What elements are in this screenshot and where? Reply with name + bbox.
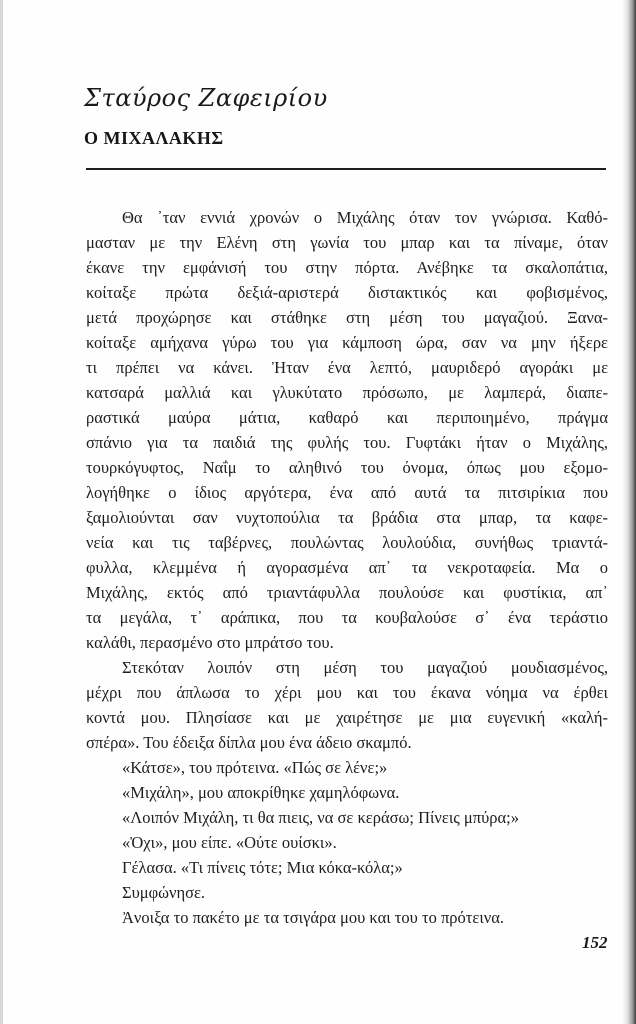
- body-line: σπέρα». Του έδειξα δίπλα μου ένα άδειο σκαμπό.: [86, 733, 412, 752]
- body-line: κατσαρά μαλλιά και γλυκύτατο πρόσωπο, με λαμπερά, διαπε-: [86, 383, 608, 402]
- body-line: κοίταξε αμήχανα γύρω του για κάμποση ώρα, σαν να μην ήξερε: [86, 333, 608, 352]
- body-line: τουρκόγυφτος, Ναΐμ το αληθινό του όνομα, όπως μου εξομο-: [86, 458, 608, 477]
- body-line: μετά προχώρησε και στάθηκε στη μέση του μαγαζιού. Ξανα-: [86, 308, 608, 327]
- body-line: μέχρι που άπλωσα το χέρι μου και του έκανα νόημα να έρθει: [86, 683, 608, 702]
- body-line: καλάθι, περασμένο στο μπράτσο του.: [86, 633, 334, 652]
- page-left-edge: [0, 0, 3, 1024]
- page-binding-edge: [622, 0, 636, 1024]
- body-line: τα μεγάλα, τ᾽ αράπικα, που τα κουβαλούσε σ᾽ ένα τεράστιο: [86, 608, 608, 627]
- page-number: 152: [582, 933, 608, 952]
- body-line: Συμφώνησε.: [122, 883, 206, 902]
- body-line: έκανε την εμφάνισή του στην πόρτα. Ανέβηκε τα σκαλοπάτια,: [86, 258, 608, 277]
- body-line: Στεκόταν λοιπόν στη μέση του μαγαζιού μουδιασμένος,: [122, 658, 608, 677]
- body-line: Μιχάλης, εκτός από τριαντάφυλλα πουλούσε και φυστίκια, απ᾽: [86, 583, 608, 602]
- body-line: ραστικά μαύρα μάτια, καθαρό και περιποιημένο, πράγμα: [86, 408, 608, 427]
- body-line: Θα ᾽ταν εννιά χρονών ο Μιχάλης όταν τον γνώρισα. Καθό-: [122, 208, 608, 227]
- dialogue-line: «Λοιπόν Μιχάλη, τι θα πιεις, να σε κεράσω; Πίνεις μπύρα;»: [122, 808, 519, 827]
- body-line: Γέλασα. «Τι πίνεις τότε; Μια κόκα-κόλα;»: [122, 858, 403, 877]
- body-line: κοίταξε πρώτα δεξιά-αριστερά διστακτικός και φοβισμένος,: [86, 283, 608, 302]
- dialogue-line: «Μιχάλη», μου αποκρίθηκε χαμηλόφωνα.: [122, 783, 400, 802]
- body-line: νεία και τις ταβέρνες, πουλώντας λουλούδια, συνήθως τριαντά-: [86, 533, 608, 552]
- author-name: Σταύρος Ζαφειρίου: [84, 84, 328, 112]
- story-title: Ο ΜΙΧΑΛΑΚΗΣ: [84, 128, 224, 148]
- dialogue-line: «Κάτσε», του πρότεινα. «Πώς σε λένε;»: [122, 758, 388, 777]
- body-line: μασταν με την Ελένη στη γωνία του μπαρ και τα πίναμε, όταν: [86, 233, 608, 252]
- body-line: τι πρέπει να κάνει. Ἠταν ένα λεπτό, μαυριδερό αγοράκι με: [86, 358, 608, 377]
- body-line: λογήθηκε ο ίδιος αργότερα, ένα από αυτά τα πιτσιρίκια που: [86, 483, 608, 502]
- title-rule: [86, 168, 606, 170]
- dialogue-line: «Ὀχι», μου είπε. «Ούτε ουίσκι».: [122, 833, 337, 852]
- body-line: Ἀνοιξα το πακέτο με τα τσιγάρα μου και του το πρότεινα.: [122, 908, 505, 927]
- body-line: κοντά μου. Πλησίασε και με χαιρέτησε με μια ευγενική «καλή-: [86, 708, 608, 727]
- body-line: ξαμολιούνται σαν νυχτοπούλια τα βράδια στα μπαρ, τα καφε-: [86, 508, 608, 527]
- body-line: φυλλα, κλεμμένα ή αγορασμένα απ᾽ τα νεκροταφεία. Μα ο: [86, 558, 608, 577]
- body-line: σπάνιο για τα παιδιά της φυλής του. Γυφτάκι ήταν ο Μιχάλης,: [86, 433, 608, 452]
